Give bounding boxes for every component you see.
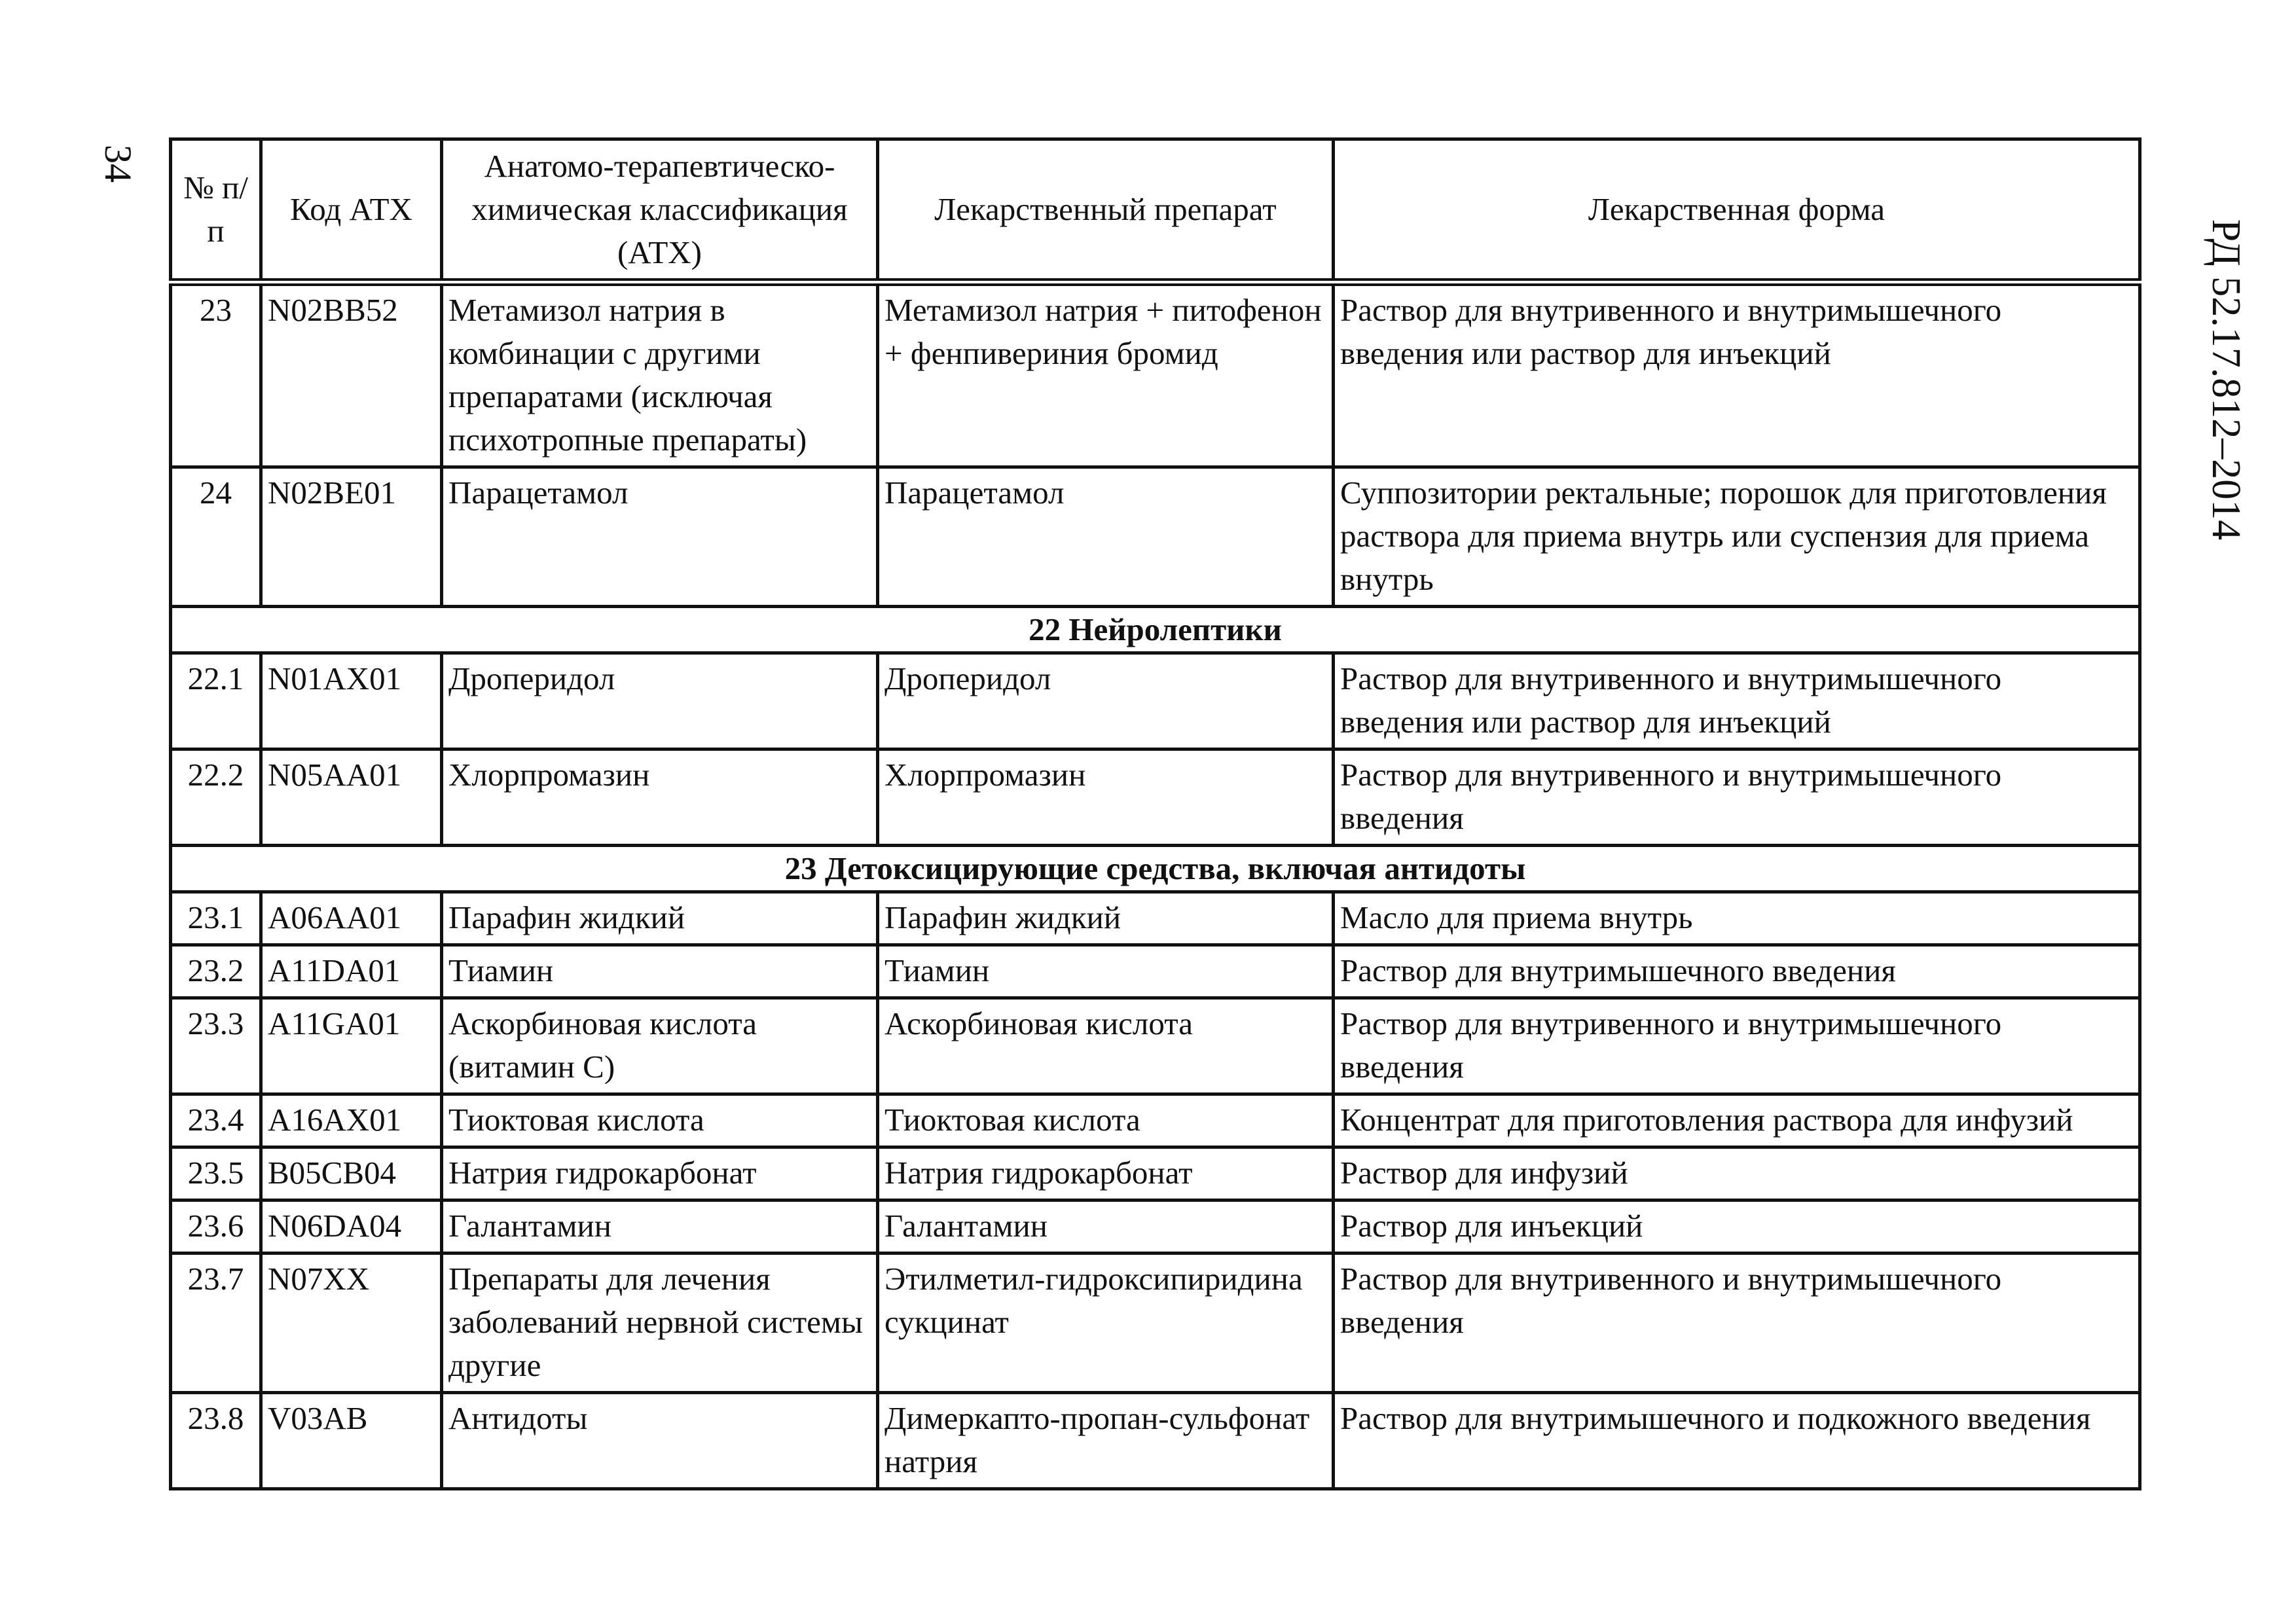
- table-row: [171, 945, 2140, 998]
- table-row: [171, 1147, 2140, 1200]
- cell-form: Раствор для инфузий: [1334, 1147, 2140, 1200]
- cell-form: Раствор для внутримышечного введения: [1334, 945, 2140, 998]
- cell-classification: Парафин жидкий: [442, 892, 878, 945]
- cell-drug: Парафин жидкий: [878, 892, 1334, 945]
- header-classification: Анатомо-терапевтическо-химическая классификация (АТХ): [442, 139, 878, 283]
- cell-num: 23: [171, 282, 261, 467]
- cell-classification: Парацетамол: [442, 467, 878, 607]
- cell-classification: Хлорпромазин: [442, 749, 878, 846]
- cell-form: Раствор для инъекций: [1334, 1200, 2140, 1254]
- cell-form: Раствор для внутримышечного и подкожного введения: [1334, 1393, 2140, 1489]
- cell-drug: Парацетамол: [878, 467, 1334, 607]
- cell-drug: Натрия гидрокарбонат: [878, 1147, 1334, 1200]
- cell-form: Раствор для внутривенного и внутримышечного введения: [1334, 1254, 2140, 1393]
- cell-drug: Аскорбиновая кислота: [878, 998, 1334, 1094]
- table-row: [171, 1393, 2140, 1489]
- atx-table: [169, 137, 2141, 1490]
- section-title: 22 Нейролептики: [171, 607, 2140, 653]
- cell-num: 22.2: [171, 749, 261, 846]
- cell-num: 23.3: [171, 998, 261, 1094]
- cell-form: Раствор для внутривенного и внутримышечного введения: [1334, 998, 2140, 1094]
- cell-drug: Тиоктовая кислота: [878, 1094, 1334, 1147]
- section-row-neuroleptics: [171, 607, 2140, 653]
- cell-num: 23.6: [171, 1200, 261, 1254]
- header-form: Лекарственная форма: [1334, 139, 2140, 283]
- table-body: [171, 282, 2140, 1489]
- cell-code: N06DA04: [261, 1200, 442, 1254]
- cell-drug: Этилметил-гидроксипиридина сукцинат: [878, 1254, 1334, 1393]
- table-row: [171, 998, 2140, 1094]
- cell-classification: Метамизол натрия в комбинации с другими препаратами (исключая психотропные препараты): [442, 282, 878, 467]
- table-row: [171, 467, 2140, 607]
- table-row: [171, 653, 2140, 749]
- cell-code: N07XX: [261, 1254, 442, 1393]
- header-drug: Лекарственный препарат: [878, 139, 1334, 283]
- cell-num: 23.1: [171, 892, 261, 945]
- cell-classification: Тиамин: [442, 945, 878, 998]
- cell-code: A16AX01: [261, 1094, 442, 1147]
- header-row: [171, 139, 2140, 283]
- cell-code: B05CB04: [261, 1147, 442, 1200]
- cell-form: Суппозитории ректальные; порошок для приготовления раствора для приема внутрь или суспензия для приема внутрь: [1334, 467, 2140, 607]
- cell-form: Раствор для внутривенного и внутримышечного введения: [1334, 749, 2140, 846]
- table-row: [171, 749, 2140, 846]
- cell-code: N02BE01: [261, 467, 442, 607]
- cell-num: 23.2: [171, 945, 261, 998]
- cell-code: N05AA01: [261, 749, 442, 846]
- cell-form: Раствор для внутривенного и внутримышечного введения или раствор для инъекций: [1334, 282, 2140, 467]
- cell-code: N01AX01: [261, 653, 442, 749]
- cell-code: A06AA01: [261, 892, 442, 945]
- table-row: [171, 892, 2140, 945]
- cell-code: A11GA01: [261, 998, 442, 1094]
- table-row: [171, 282, 2140, 467]
- header-code: Код АТХ: [261, 139, 442, 283]
- cell-num: 23.7: [171, 1254, 261, 1393]
- cell-form: Масло для приема внутрь: [1334, 892, 2140, 945]
- cell-code: N02BB52: [261, 282, 442, 467]
- header-num: № п/п: [171, 139, 261, 283]
- cell-classification: Тиоктовая кислота: [442, 1094, 878, 1147]
- cell-classification: Галантамин: [442, 1200, 878, 1254]
- cell-classification: Натрия гидрокарбонат: [442, 1147, 878, 1200]
- cell-drug: Тиамин: [878, 945, 1334, 998]
- page-number: 34: [97, 145, 139, 183]
- cell-classification: Дроперидол: [442, 653, 878, 749]
- section-title: 23 Детоксицирующие средства, включая антидоты: [171, 846, 2140, 892]
- cell-drug: Хлорпромазин: [878, 749, 1334, 846]
- cell-form: Концентрат для приготовления раствора для инфузий: [1334, 1094, 2140, 1147]
- cell-classification: Препараты для лечения заболеваний нервной системы другие: [442, 1254, 878, 1393]
- cell-num: 23.4: [171, 1094, 261, 1147]
- table-header: [171, 139, 2140, 283]
- cell-drug: Димеркапто-пропан-сульфонат натрия: [878, 1393, 1334, 1489]
- cell-num: 22.1: [171, 653, 261, 749]
- cell-num: 24: [171, 467, 261, 607]
- section-row-detoxicants: [171, 846, 2140, 892]
- cell-drug: Галантамин: [878, 1200, 1334, 1254]
- cell-drug: Дроперидол: [878, 653, 1334, 749]
- cell-form: Раствор для внутривенного и внутримышечного введения или раствор для инъекций: [1334, 653, 2140, 749]
- cell-num: 23.8: [171, 1393, 261, 1489]
- table-row: [171, 1200, 2140, 1254]
- cell-code: V03AB: [261, 1393, 442, 1489]
- table-row: [171, 1094, 2140, 1147]
- cell-num: 23.5: [171, 1147, 261, 1200]
- cell-drug: Метамизол натрия + питофенон + фенпивериния бромид: [878, 282, 1334, 467]
- document-code: РД 52.17.812–2014: [2204, 219, 2248, 541]
- cell-classification: Аскорбиновая кислота (витамин С): [442, 998, 878, 1094]
- cell-classification: Антидоты: [442, 1393, 878, 1489]
- cell-code: A11DA01: [261, 945, 442, 998]
- table-row: [171, 1254, 2140, 1393]
